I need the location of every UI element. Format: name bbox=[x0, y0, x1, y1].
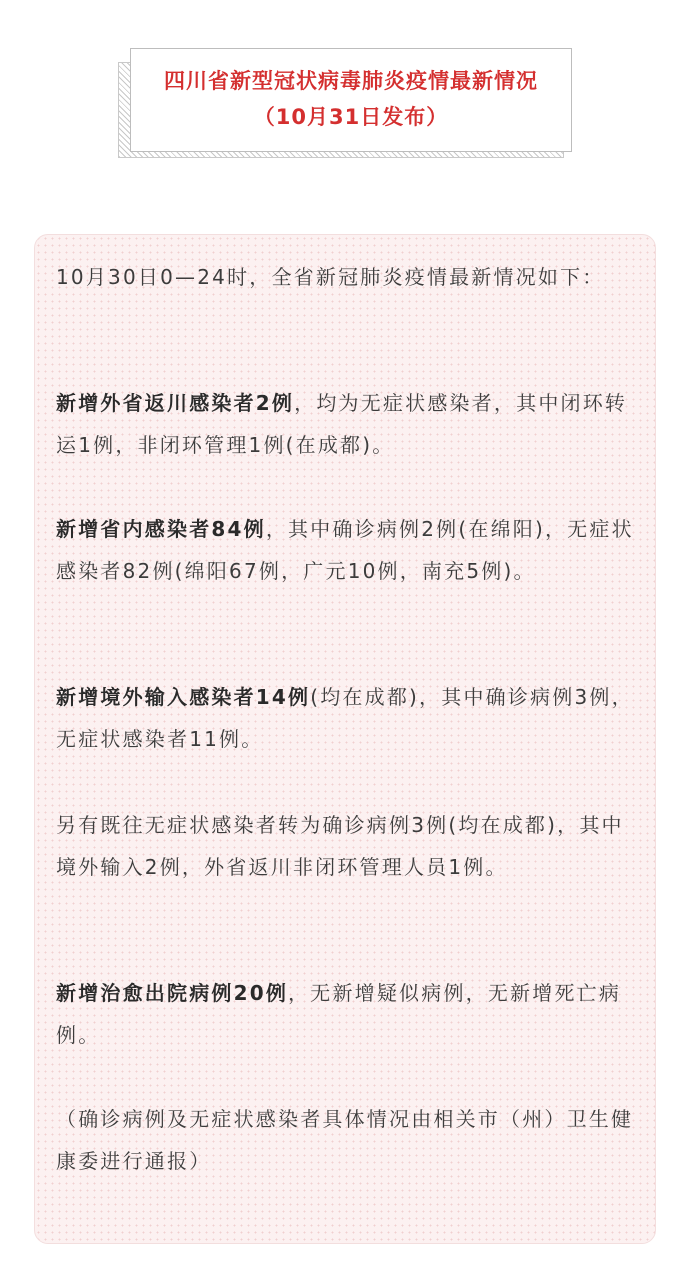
title-date: （10月31日发布） bbox=[253, 105, 449, 129]
imported-detail: (均在成都)，其中确诊病例3例，无症状感染者11例。 bbox=[56, 685, 634, 751]
title-banner bbox=[118, 48, 572, 160]
imported-headline: 新增境外输入感染者14例 bbox=[56, 685, 311, 709]
recovered-detail: ，无新增疑似病例，无新增死亡病例。 bbox=[56, 981, 622, 1047]
footnote: （确诊病例及无症状感染者具体情况由相关市（州）卫生健康委进行通报） bbox=[56, 1107, 634, 1173]
intro-paragraph bbox=[56, 256, 636, 298]
paragraph-converted bbox=[56, 804, 636, 888]
in-province-headline: 新增省内感染者84例 bbox=[56, 517, 266, 541]
paragraph-outside-province bbox=[56, 382, 636, 466]
paragraph-imported bbox=[56, 676, 636, 760]
recovered-headline: 新增治愈出院病例20例 bbox=[56, 981, 289, 1005]
paragraph-in-province bbox=[56, 508, 636, 592]
title-main: 四川省新型冠状病毒肺炎疫情最新情况 bbox=[164, 69, 538, 93]
converted-text: 另有既往无症状感染者转为确诊病例3例(均在成都)，其中境外输入2例，外省返川非闭环管理人员1例。 bbox=[56, 813, 624, 879]
in-province-detail: ，其中确诊病例2例(在绵阳)，无症状感染者82例(绵阳67例，广元10例，南充5例)。 bbox=[56, 517, 634, 583]
title-box bbox=[130, 48, 572, 152]
outside-province-headline: 新增外省返川感染者2例 bbox=[56, 391, 295, 415]
paragraph-recovered bbox=[56, 972, 636, 1056]
intro-text: 10月30日0—24时，全省新冠肺炎疫情最新情况如下： bbox=[56, 265, 605, 289]
outside-province-detail: ，均为无症状感染者，其中闭环转运1例，非闭环管理1例(在成都)。 bbox=[56, 391, 628, 457]
